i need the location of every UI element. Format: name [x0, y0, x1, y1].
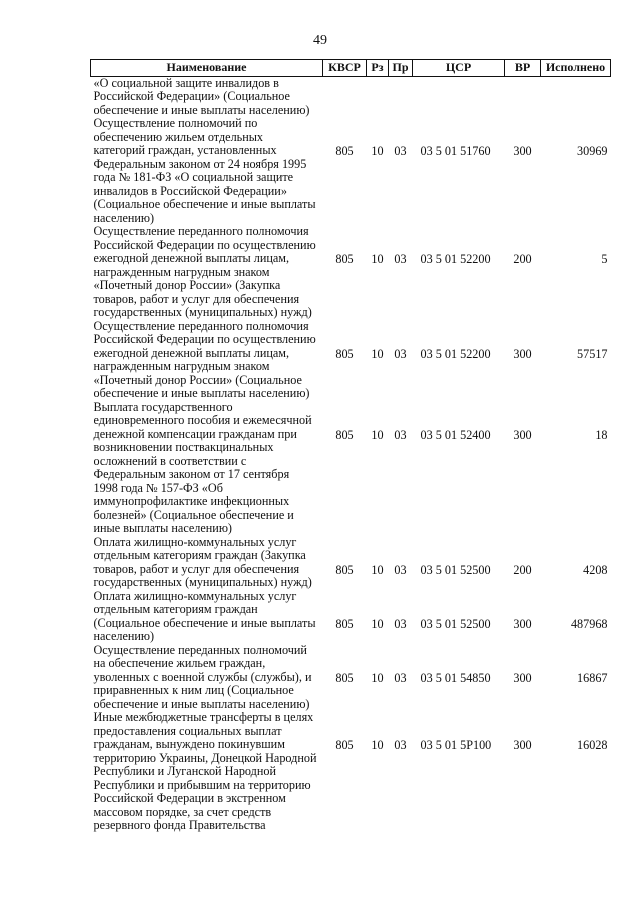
row-vr: 200: [513, 562, 532, 577]
row-name: Выплата государственного единовременного пособия и ежемесячной денежной компенсации гражданам при возникновении поствакцинальных осложнений в соответствии с Федеральным законом от 17 сентября 1998 года № 157-ФЗ «Об иммунопрофилактике инфекционных болезней» (Социальное обеспечение и иные выплаты населению): [93, 399, 312, 535]
row-name: Осуществление переданного полномочия Российской Федерации по осуществлению ежегодной денежной выплаты лицам, награжденным нагрудным знаком «Почетный донор России» (Социальное обеспечение и иные выплаты населению): [93, 318, 316, 400]
row-name: Оплата жилищно-коммунальных услуг отдельным категориям граждан (Социальное обеспечение и иные выплаты населению): [93, 588, 316, 643]
row-name: Осуществление переданных полномочий на обеспечение жильем граждан, уволенных с военной службы (службы), и приравненных к ним лиц (Социальное обеспечение и иные выплаты населению): [93, 642, 312, 711]
header-kvsr: КВСР: [323, 60, 367, 77]
row-name: Осуществление переданного полномочия Российской Федерации по осуществлению ежегодной денежной выплаты лицам, награжденным нагрудным знаком «Почетный донор России» (Закупка товаров, работ и услуг для обеспечения государственных (муниципальных) нужд): [93, 224, 316, 319]
row-rz: 10: [371, 738, 384, 752]
row-pr: 03: [394, 346, 407, 361]
continuation-row: [91, 76, 611, 117]
row-csr: 03 5 01 52500: [420, 562, 491, 577]
row-kvsr: 805: [335, 252, 354, 266]
header-isp: Исполнено: [541, 60, 611, 77]
row-csr: 03 5 01 52500: [420, 616, 491, 631]
row-kvsr: 805: [335, 427, 354, 442]
row-pr: 03: [394, 144, 407, 158]
page-number: 49: [313, 33, 327, 48]
header-pr: Пр: [389, 60, 413, 77]
row-rz: 10: [371, 346, 384, 361]
row-pr: 03: [394, 616, 407, 631]
row-csr: 03 5 01 54850: [420, 670, 491, 685]
row-vr: 300: [513, 346, 532, 361]
row-vr: 300: [513, 427, 532, 442]
row-isp: 16028: [577, 738, 608, 752]
row-kvsr: 805: [335, 562, 354, 577]
row-isp: 487968: [570, 616, 608, 631]
row-vr: 300: [513, 670, 532, 685]
row-csr: 03 5 01 52200: [420, 252, 491, 266]
row-isp: 57517: [577, 346, 608, 361]
row-rz: 10: [371, 427, 384, 442]
table-row: [91, 711, 611, 833]
table-row: [91, 320, 611, 401]
table-row: [91, 225, 611, 320]
row-csr: 03 5 01 52400: [420, 427, 491, 442]
row-rz: 10: [371, 562, 384, 577]
row-name: Осуществление полномочий по обеспечению жильем отдельных категорий граждан, установленных Федеральным законом от 24 ноября 1995 года № 181-ФЗ «О социальной защите инвалидов в Российской Федерации» (Социальное обеспечение и иные выплаты населению): [93, 116, 316, 225]
row-isp: 5: [601, 252, 608, 266]
row-pr: 03: [394, 738, 407, 752]
row-name: Иные межбюджетные трансферты в целях предоставления социальных выплат гражданам, вынуждено покинувшим территорию Украины, Донецкой Народной Республики и Луганской Народной Республики и прибывшим на территорию Российской Федерации в экстренном массовом порядке, за счет средств резервного фонда Правительства: [93, 710, 317, 832]
header-rz: Рз: [367, 60, 389, 77]
row-rz: 10: [371, 616, 384, 631]
row-csr: 03 5 01 52200: [420, 346, 491, 361]
row-rz: 10: [371, 670, 384, 685]
row-pr: 03: [394, 252, 407, 266]
table-row: [91, 590, 611, 644]
header-csr: ЦСР: [413, 60, 505, 77]
continuation-text: «О социальной защите инвалидов в Российской Федерации» (Социальное обеспечение и иные выплаты населению): [93, 75, 310, 117]
row-isp: 30969: [577, 144, 608, 158]
table-header: [91, 60, 611, 77]
row-kvsr: 805: [335, 738, 354, 752]
header-name: Наименование: [91, 60, 323, 77]
row-kvsr: 805: [335, 670, 354, 685]
row-pr: 03: [394, 670, 407, 685]
row-isp: 18: [595, 427, 608, 442]
budget-table: [90, 59, 611, 833]
row-kvsr: 805: [335, 346, 354, 361]
row-vr: 300: [513, 738, 532, 752]
row-csr: 03 5 01 5P100: [420, 738, 492, 752]
row-pr: 03: [394, 562, 407, 577]
table-row: [91, 536, 611, 590]
row-rz: 10: [371, 144, 384, 158]
row-kvsr: 805: [335, 616, 354, 631]
row-pr: 03: [394, 427, 407, 442]
row-rz: 10: [371, 252, 384, 266]
table-row: [91, 644, 611, 712]
row-vr: 300: [513, 144, 532, 158]
row-kvsr: 805: [335, 144, 354, 158]
row-vr: 300: [513, 616, 532, 631]
header-vr: ВР: [505, 60, 541, 77]
row-isp: 16867: [577, 670, 608, 685]
table-row: [91, 117, 611, 225]
row-isp: 4208: [583, 562, 608, 577]
table-row: [91, 401, 611, 536]
row-vr: 200: [513, 252, 532, 266]
row-csr: 03 5 01 51760: [420, 144, 491, 158]
row-name: Оплата жилищно-коммунальных услуг отдельным категориям граждан (Закупка товаров, работ и услуг для обеспечения государственных (муниципальных) нужд): [93, 534, 312, 589]
